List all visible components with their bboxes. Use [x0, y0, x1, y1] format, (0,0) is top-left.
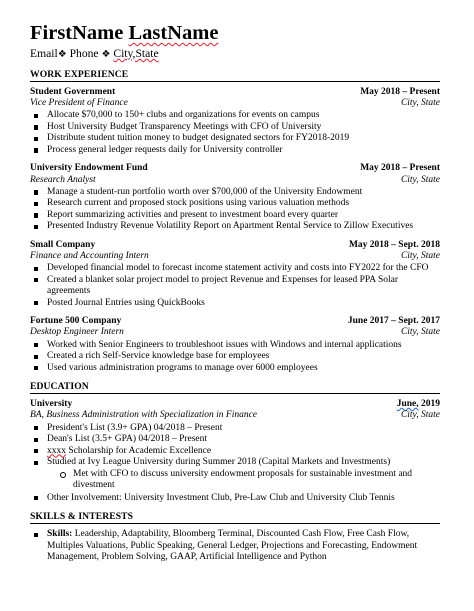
last-name: LastName	[128, 22, 219, 44]
date-year: 2019	[418, 399, 440, 410]
bullet-item: Presented Industry Revenue Volatility Report on Apartment Rental Service to Zillow Executives	[34, 221, 440, 233]
skills-text: Leadership, Adaptability, Bloomberg Terminal, Discounted Cash Flow, Free Cash Flow, Multiples Valuations, Public Speaking, General Ledger, Projections and Forecasting, Endowment Management, Problem Solving, GAAP, Artificial Intelligence and Python	[47, 529, 418, 563]
entry-org: Fortune 500 Company	[30, 316, 122, 327]
bullet-item: Worked with Senior Engineers to troubleshoot issues with Windows and internal applications	[34, 340, 440, 352]
skills-list	[30, 529, 440, 564]
entry-date: May 2018 – Present	[360, 163, 440, 174]
entry-degree: BA, Business Administration with Specialization in Finance	[30, 410, 258, 421]
section-title-skills: SKILLS & INTERESTS	[30, 511, 440, 524]
entry-location: City, State	[400, 98, 440, 109]
work-entry-2	[30, 163, 440, 232]
bullet-item: Report summarizing activities and present to investment board every quarter	[34, 210, 440, 222]
bullet-list	[30, 187, 440, 233]
contact-line	[30, 46, 440, 62]
entry-date: May 2018 – Sept. 2018	[348, 239, 440, 250]
entry-location: City, State	[400, 174, 440, 185]
bullet-item: Developed financial model to forecast income statement activity and costs into FY2022 for the CFO	[34, 263, 440, 275]
sub-bullet-list	[30, 469, 440, 492]
contact-phone: Phone	[69, 47, 99, 60]
bullet-item: President's List (3.9+ GPA) 04/2018 – Present	[34, 423, 440, 435]
entry-role: Research Analyst	[30, 174, 96, 185]
entry-location: City, State	[400, 410, 440, 421]
scholarship-text: Scholarship for Academic Excellence	[66, 445, 212, 456]
entry-location: City, State	[400, 327, 440, 338]
bullet-item: Dean's List (3.5+ GPA) 04/2018 – Present	[34, 434, 440, 446]
work-entry-3	[30, 240, 440, 309]
bullet-item: Distribute student tuition money to budget designated sectors for FY2018-2019	[34, 133, 440, 145]
entry-org: University	[30, 399, 73, 410]
entry-role: Vice President of Finance	[30, 98, 128, 109]
entry-org: Small Company	[30, 239, 96, 250]
bullet-item: Posted Journal Entries using QuickBooks	[34, 298, 440, 310]
bullet-item: Studied at Ivy League University during Summer 2018 (Capital Markets and Investments)	[34, 457, 440, 469]
date-month: June,	[396, 399, 419, 410]
entry-role: Desktop Engineer Intern	[30, 327, 124, 338]
work-entry-4	[30, 316, 440, 374]
bullet-list	[30, 493, 440, 505]
entry-date: June 2017 – Sept. 2017	[347, 316, 440, 327]
diamond-separator-icon: ❖	[101, 49, 111, 60]
first-name: FirstName	[30, 22, 124, 44]
section-title-work: WORK EXPERIENCE	[30, 69, 440, 82]
bullet-item	[34, 446, 440, 458]
diamond-separator-icon: ❖	[57, 49, 67, 60]
bullet-list	[30, 110, 440, 156]
bullet-item: Used various administration programs to manage over 6000 employees	[34, 363, 440, 375]
work-entry-1	[30, 87, 440, 156]
contact-email: Email	[30, 47, 58, 60]
contact-city-state: City,State	[113, 47, 159, 60]
entry-role: Finance and Accounting Intern	[30, 251, 149, 262]
bullet-item: Manage a student-run portfolio worth over $700,000 of the University Endowment	[34, 187, 440, 199]
skills-item	[34, 529, 440, 564]
resume-name	[30, 22, 440, 44]
bullet-item: Host University Budget Transparency Meetings with CFO of University	[34, 122, 440, 134]
bullet-list	[30, 340, 440, 375]
section-title-education: EDUCATION	[30, 381, 440, 394]
bullet-item: Process general ledger requests daily for University controller	[34, 145, 440, 157]
skills-label: Skills:	[47, 529, 73, 540]
scholarship-prefix: xxxx	[47, 445, 66, 456]
entry-date	[397, 399, 440, 410]
bullet-item: Created a blanket solar project model to project Revenue and Expenses for leased PPA Solar agreements	[34, 275, 440, 298]
bullet-item: Research current and proposed stock positions using various valuation methods	[34, 198, 440, 210]
education-entry	[30, 399, 440, 504]
bullet-item: Allocate $70,000 to 150+ clubs and organizations for events on campus	[34, 110, 440, 122]
entry-org: Student Government	[30, 87, 116, 97]
bullet-list	[30, 423, 440, 469]
entry-date: May 2018 – Present	[360, 87, 440, 97]
bullet-item: Other Involvement: University Investment Club, Pre-Law Club and University Club Tennis	[34, 493, 440, 505]
bullet-list	[30, 263, 440, 309]
bullet-item: Created a rich Self-Service knowledge base for employees	[34, 351, 440, 363]
entry-org: University Endowment Fund	[30, 163, 148, 174]
sub-bullet-item: Met with CFO to discuss university endowment proposals for sustainable investment and divestment	[60, 469, 440, 492]
entry-location: City, State	[400, 251, 440, 262]
